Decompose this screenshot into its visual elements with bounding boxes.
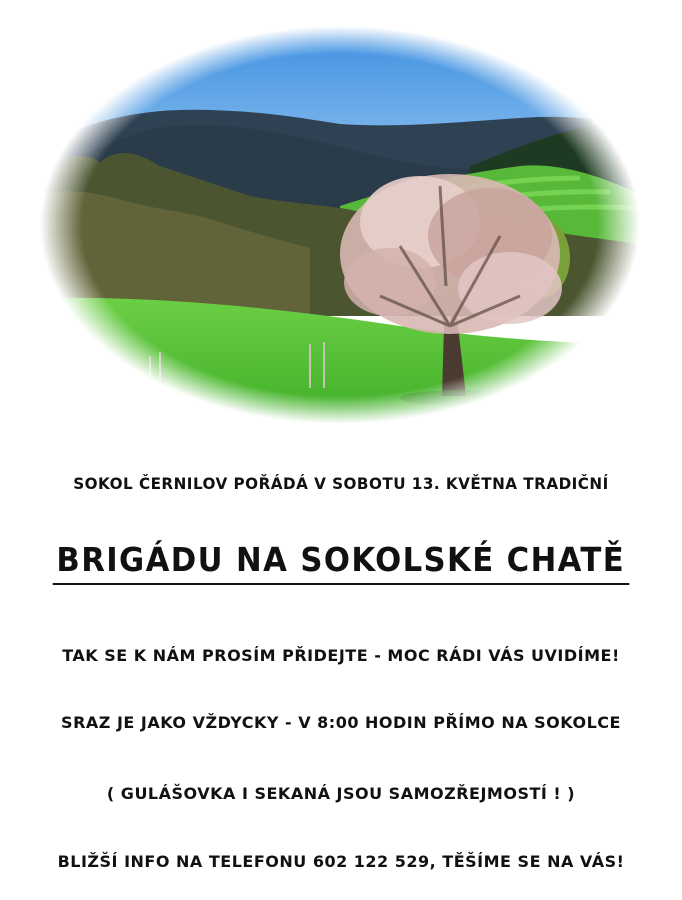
info-line-food: ( GULÁŠOVKA I SEKANÁ JSOU SAMOZŘEJMOSTÍ ! ) xyxy=(106,784,576,803)
info-line-invite: TAK SE K NÁM PROSÍM PŘIDEJTE - MOC RÁDI VÁS UVIDÍME! xyxy=(62,646,620,665)
meadow xyxy=(40,298,640,424)
info-line-contact: BLIŽŠÍ INFO NA TELEFONU 602 122 529, TĚŠÍME SE NA VÁS! xyxy=(57,852,625,871)
info-line-meeting: SRAZ JE JAKO VŽDYCKY - V 8:00 HODIN PŘÍMO NA SOKOLCE xyxy=(61,713,621,732)
intro-text: SOKOL ČERNILOV POŘÁDÁ V SOBOTU 13. KVĚTNA TRADIČNÍ xyxy=(73,474,609,493)
headline-text: BRIGÁDU NA SOKOLSKÉ CHATĚ xyxy=(53,540,629,585)
landscape-photo xyxy=(40,26,640,424)
headline xyxy=(0,540,682,585)
